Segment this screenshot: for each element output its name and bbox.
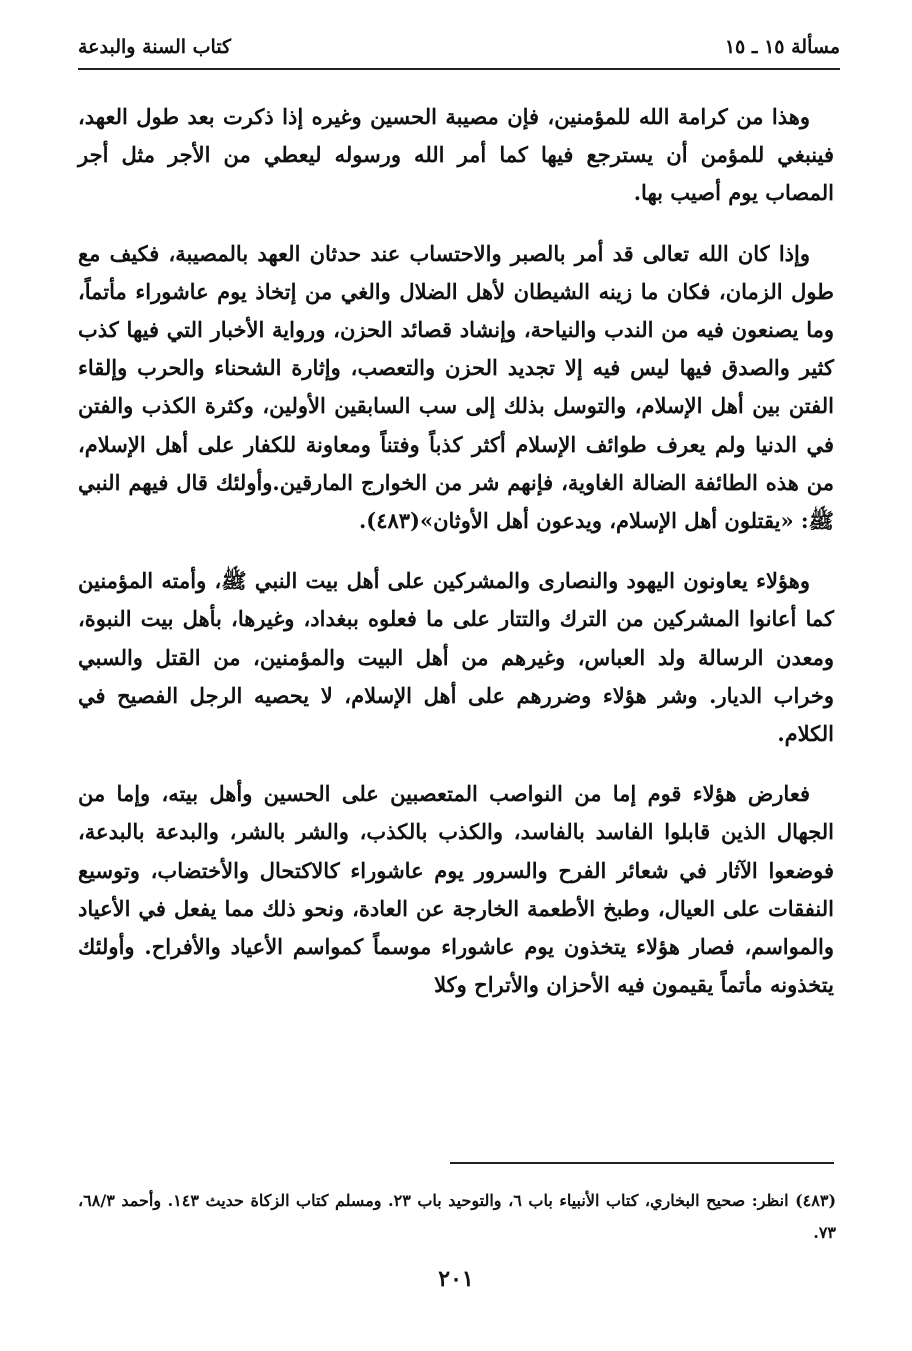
- paragraph-4: فعارض هؤلاء قوم إما من النواصب المتعصبين على الحسين وأهل بيته، وإما من الجهال الذين قابلوا الفاسد بالفاسد، والكذب بالكذب، والشر بالشر، والبدعة بالبدعة، فوضعوا الآثار في شعائر الفرح والسرور يوم عاشوراء كالاكتحال والأختضاب، وتوسيع النفقات على العيال، وطبخ الأطعمة الخارجة عن العادة، ونحو ذلك مما يفعل في الأعياد والمواسم، فصار هؤلاء يتخذون يوم عاشوراء موسماً كمواسم الأعياد والأفراح. وأولئك يتخذونه مأتماً يقيمون فيه الأحزان والأتراح وكلا: [78, 781, 834, 998]
- header-book-title: كتاب السنة والبدعة: [78, 36, 232, 58]
- header-issue-label: مسألة ١٥ ـ ١٥: [724, 36, 840, 58]
- header-divider: [78, 68, 840, 70]
- main-text: [78, 98, 834, 1026]
- paragraph-2: وإذا كان الله تعالى قد أمر بالصبر والاحتساب عند حدثان العهد بالمصيبة، فكيف مع طول الزمان، فكان ما زينه الشيطان لأهل الضلال والغي من إتخاذ يوم عاشوراء مأتماً، وما يصنعون فيه من الندب والنياحة، وإنشاد قصائد الحزن، ورواية الأخبار التي فيها كذب كثير والصدق فيها ليس فيه إلا تجديد الحزن والتعصب، وإثارة الشحناء والحرب وإلقاء الفتن بين أهل الإسلام، والتوسل بذلك إلى سب السابقين الأولين، وكثرة الكذب والفتن في الدنيا ولم يعرف طوائف الإسلام أكثر كذباً وفتناً ومعاونة للكفار على أهل الإسلام، من هذه الطائفة الضالة الغاوية، فإنهم شر من الخوارج المارقين.وأولئك قال فيهم النبي ﷺ: «يقتلون أهل الإسلام، ويدعون أهل الأوثان»(٤٨٣).: [78, 240, 834, 534]
- page-number: ٢٠١: [438, 1266, 474, 1292]
- footnote-483: (٤٨٣) انظر: صحيح البخاري، كتاب الأنبياء باب ٦، والتوحيد باب ٢٣. ومسلم كتاب الزكاة حديث ١٤٣. وأحمد ٦٨/٣، ٧٣.: [78, 1191, 837, 1242]
- paragraph-3: وهؤلاء يعاونون اليهود والنصارى والمشركين على أهل بيت النبي ﷺ، وأمته المؤمنين كما أعانوا المشركين من الترك والتتار على ما فعلوه ببغداد، وغيرها، بأهل بيت النبوة، ومعدن الرسالة ولد العباس، وغيرهم من أهل البيت والمؤمنين، من القتل والسبي وخراب الديار. وشر هؤلاء وضررهم على أهل الإسلام، لا يحصيه الرجل الفصيح في الكلام.: [78, 568, 834, 747]
- running-header: [78, 30, 840, 64]
- paragraph-1: وهذا من كرامة الله للمؤمنين، فإن مصيبة الحسين وغيره إذا ذكرت بعد طول العهد، فينبغي للمؤمن أن يسترجع فيها كما أمر الله ورسوله ليعطي من الأجر مثل أجر المصاب يوم أصيب بها.: [78, 104, 834, 206]
- footnote-divider: [450, 1162, 834, 1164]
